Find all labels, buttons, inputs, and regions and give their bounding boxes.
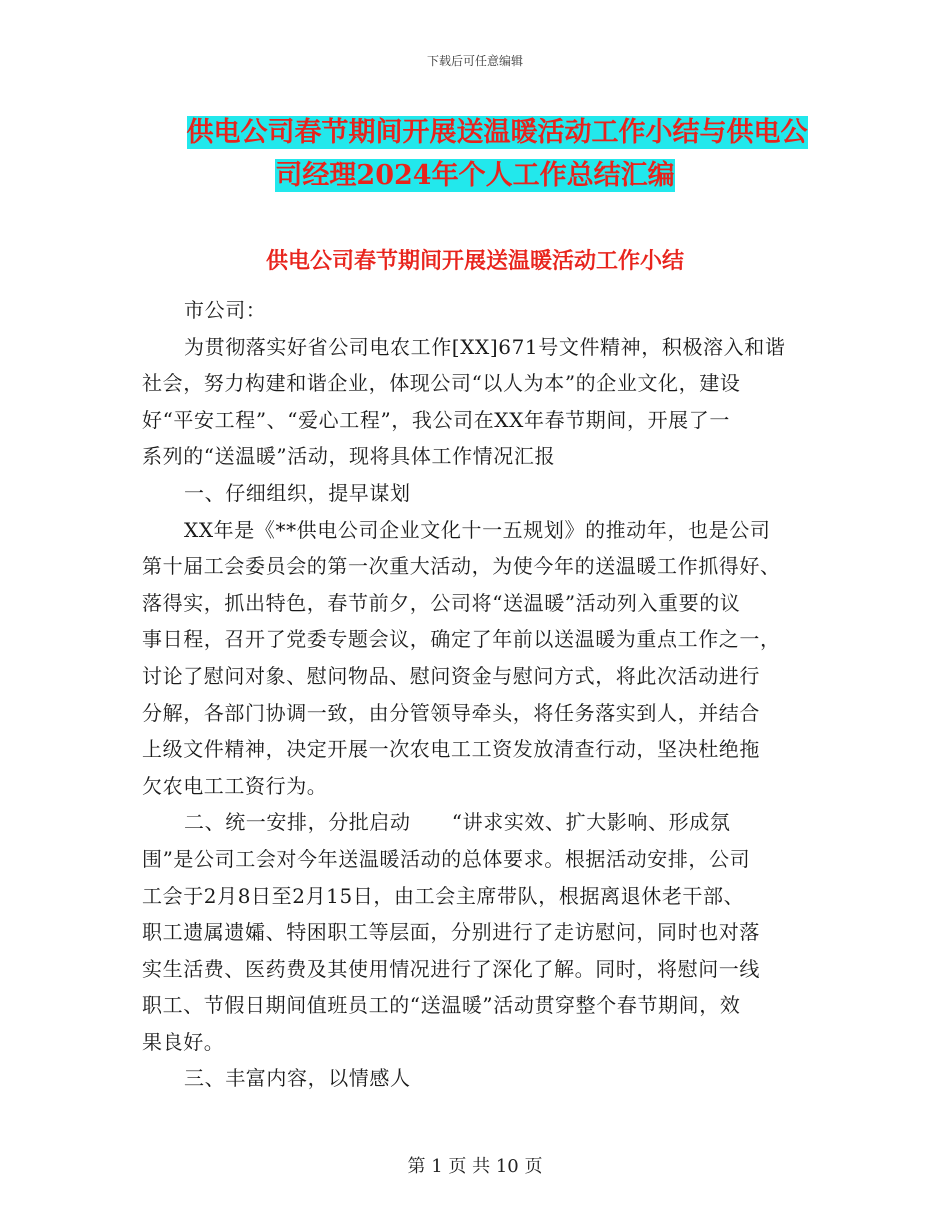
paragraph-line: 社会，努力构建和谐企业，体现公司“以人为本”的企业文化，建设 <box>142 371 741 396</box>
heading-line: 三、丰富内容，以情感人 <box>184 1066 411 1091</box>
heading-line: 二、统一安排，分批启动 “讲求实效、扩大影响、形成氛 <box>184 810 731 835</box>
document-title-line-2 <box>0 153 950 198</box>
section-title: 供电公司春节期间开展送温暖活动工作小结 <box>265 248 684 274</box>
paragraph-line: 事日程，召开了党委专题会议，确定了年前以送温暖为重点工作之一， <box>142 627 781 652</box>
body-text <box>142 292 810 1097</box>
paragraph-line: 职工、节假日期间值班员工的“送温暖”活动贯穿整个春节期间，效 <box>142 993 741 1018</box>
paragraph-line: 落得实，抓出特色，春节前夕，公司将“送温暖”活动列入重要的议 <box>142 590 741 615</box>
paragraph-line: 围”是公司工会对今年送温暖活动的总体要求。根据活动安排，公司 <box>142 846 751 871</box>
page-footer: 第 1 页 共 10 页 <box>407 1156 543 1177</box>
header-note: 下载后可任意编辑 <box>426 54 523 68</box>
paragraph-line: 第十届工会委员会的第一次重大活动，为使今年的送温暖工作抓得好、 <box>142 554 781 579</box>
title-highlight-2: 司经理2024年个人工作总结汇编 <box>275 160 675 191</box>
document-title-line-1 <box>0 110 950 155</box>
paragraph-line: 工会于2月8日至2月15日，由工会主席带队，根据离退休老干部、 <box>142 883 745 908</box>
paragraph-line: 分解，各部门协调一致，由分管领导牵头，将任务落实到人，并结合 <box>142 700 760 725</box>
paragraph-line: XX年是《**供电公司企业文化十一五规划》的推动年，也是公司 <box>184 517 771 542</box>
paragraph-line: 好“平安工程”、“爱心工程”，我公司在XX年春节期间，开展了一 <box>142 407 730 432</box>
paragraph-line: 讨论了慰问对象、慰问物品、慰问资金与慰问方式，将此次活动进行 <box>142 663 760 688</box>
paragraph-line: 欠农电工工资行为。 <box>142 773 328 798</box>
paragraph-line: 上级文件精神，决定开展一次农电工工资发放清查行动，坚决杜绝拖 <box>142 737 760 762</box>
title-highlight-1: 供电公司春节期间开展送温暖活动工作小结与供电公 <box>186 117 808 148</box>
paragraph-line: 职工遗属遗孀、特困职工等层面，分别进行了走访慰问，同时也对落 <box>142 920 760 945</box>
paragraph-line: 果良好。 <box>142 1029 225 1054</box>
salutation: 市公司： <box>184 298 267 322</box>
paragraph-line: 为贯彻落实好省公司电农工作[XX]671号文件精神，积极溶入和谐 <box>184 334 786 359</box>
heading-line: 一、仔细组织，提早谋划 <box>184 480 411 505</box>
paragraph-line: 系列的“送温暖”活动，现将具体工作情况汇报 <box>142 444 556 469</box>
paragraph-line: 实生活费、医药费及其使用情况进行了深化了解。同时，将慰问一线 <box>142 956 760 981</box>
